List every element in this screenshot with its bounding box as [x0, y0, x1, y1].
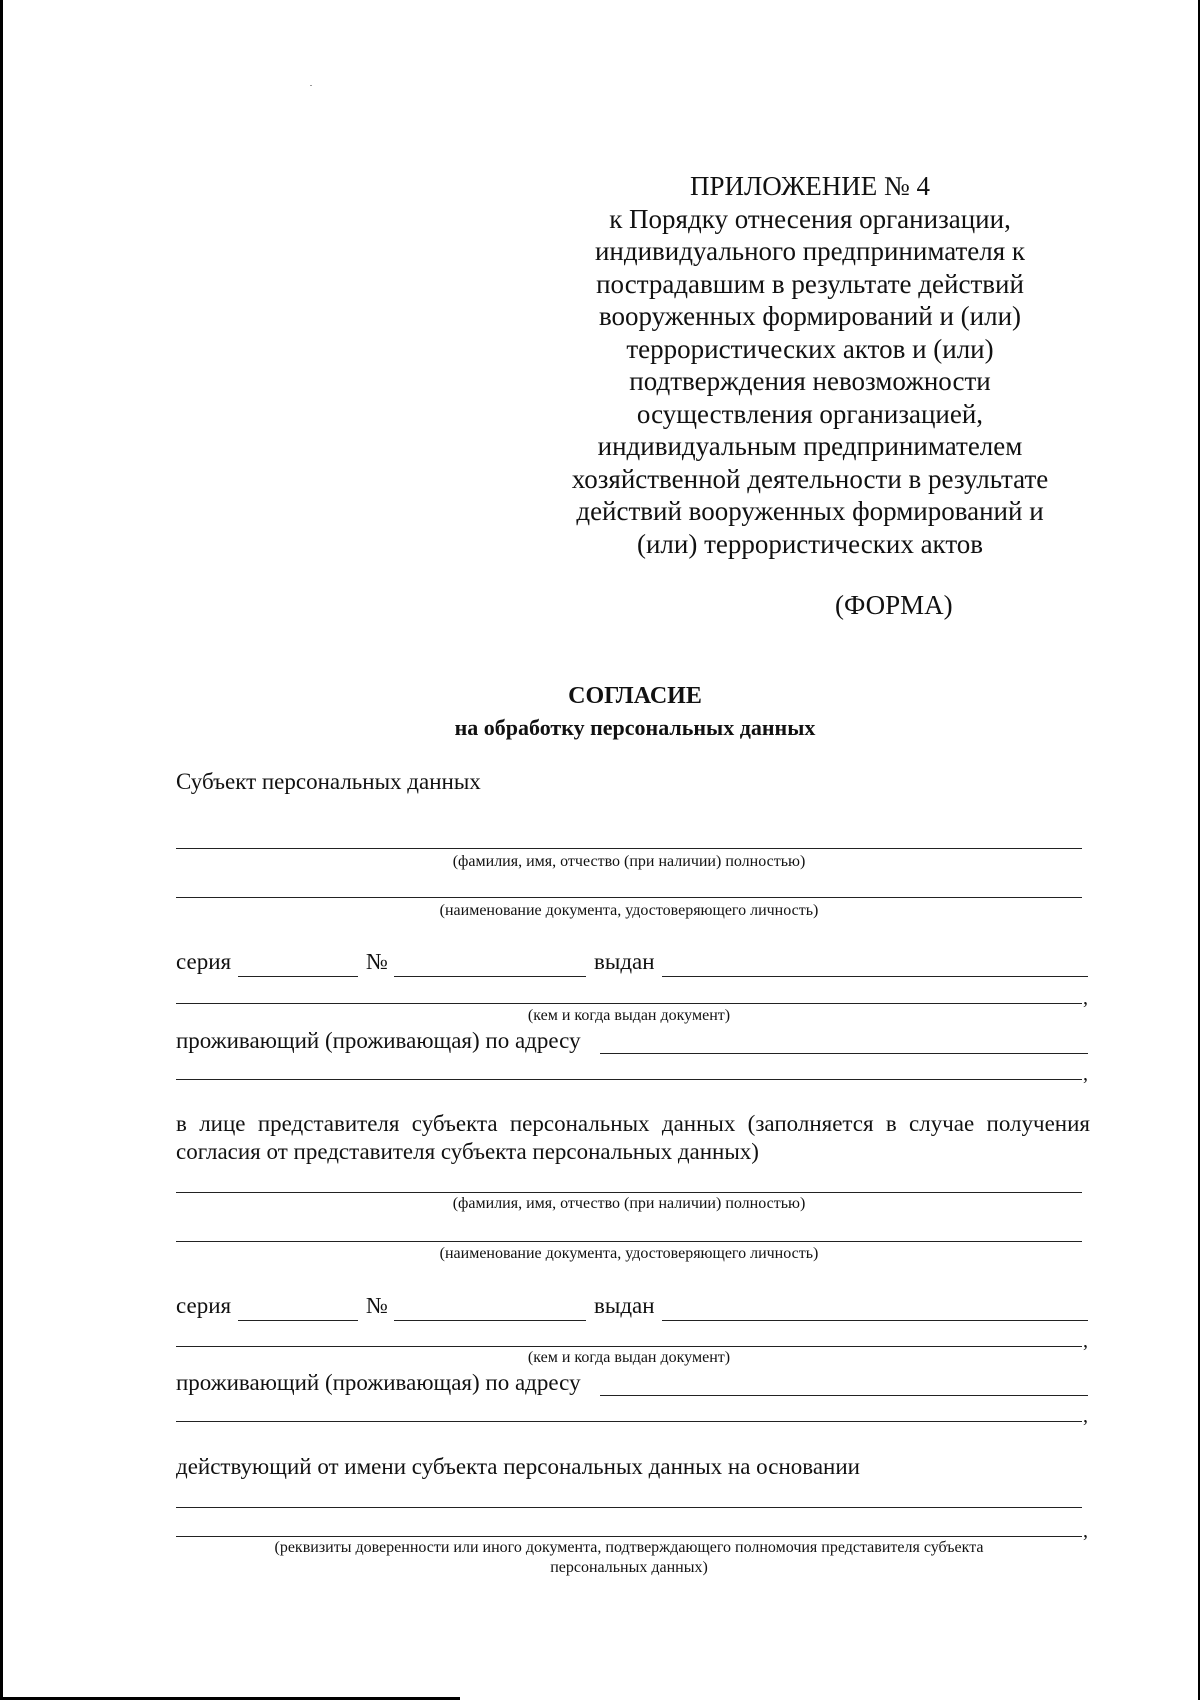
subject-address-field[interactable] [600, 1053, 1088, 1054]
subject-issued-caption: (кем и когда выдан документ) [527, 1007, 731, 1024]
representative-issued-caption: (кем и когда выдан документ) [527, 1349, 731, 1366]
form-label: (ФОРМА) [835, 590, 953, 620]
subject-issued-field[interactable] [662, 976, 1088, 977]
representative-series-label: серия [176, 1293, 232, 1318]
appendix-line: подтверждения невозможности [629, 366, 991, 396]
representative-issued-field-continued[interactable] [176, 1346, 1082, 1347]
appendix-line: индивидуального предпринимателя к [594, 236, 1026, 266]
representative-address-comma: , [1083, 1405, 1088, 1427]
representative-number-label: № [366, 1293, 388, 1318]
scan-speck [310, 85, 312, 86]
appendix-header [540, 170, 1080, 560]
representative-basis-field-continued[interactable] [176, 1536, 1082, 1537]
subject-issued-label: выдан [594, 949, 655, 974]
subject-issued-comma: , [1083, 987, 1088, 1009]
subject-fio-field[interactable] [176, 848, 1082, 849]
representative-document-caption: (наименование документа, удостоверяющего личность) [439, 1245, 819, 1262]
representative-document-field[interactable] [176, 1241, 1082, 1242]
representative-basis-caption-line1: (реквизиты доверенности или иного документа, подтверждающего полномочия представителя субъекта [274, 1539, 984, 1556]
representative-basis-label: действующий от имени субъекта персональных данных на основании [176, 1454, 860, 1479]
representative-issued-label: выдан [594, 1293, 655, 1318]
subject-document-caption: (наименование документа, удостоверяющего личность) [439, 902, 819, 919]
representative-basis-comma: , [1083, 1520, 1088, 1542]
subject-address-label: проживающий (проживающая) по адресу [176, 1028, 581, 1053]
scan-edge-left [0, 0, 3, 1700]
representative-address-field[interactable] [600, 1395, 1088, 1396]
subject-issued-field-continued[interactable] [176, 1003, 1082, 1004]
representative-series-field[interactable] [238, 1320, 358, 1321]
title-sub: на обработку персональных данных [454, 715, 816, 740]
representative-number-field[interactable] [394, 1320, 586, 1321]
subject-address-comma: , [1083, 1063, 1088, 1085]
subject-document-field[interactable] [176, 897, 1082, 898]
appendix-line: хозяйственной деятельности в результате [571, 463, 1049, 494]
appendix-line: действий вооруженных формирований и [576, 496, 1044, 526]
appendix-line: осуществления организацией, [636, 398, 984, 429]
appendix-line: пострадавшим в результате действий [596, 268, 1024, 299]
representative-issued-field[interactable] [662, 1320, 1088, 1321]
subject-heading: Субъект персональных данных [176, 769, 481, 794]
representative-fio-field[interactable] [176, 1192, 1082, 1193]
subject-series-label: серия [176, 949, 232, 974]
representative-issued-comma: , [1083, 1330, 1088, 1352]
representative-address-label: проживающий (проживающая) по адресу [176, 1370, 581, 1395]
representative-address-field-continued[interactable] [176, 1421, 1082, 1422]
appendix-line: террористических актов и (или) [626, 333, 994, 364]
title-main: СОГЛАСИЕ [568, 683, 702, 709]
subject-series-field[interactable] [238, 976, 358, 977]
appendix-line: индивидуальным предпринимателем [597, 431, 1023, 461]
document-title [0, 680, 1200, 743]
subject-address-field-continued[interactable] [176, 1079, 1082, 1080]
representative-basis-caption-line2: персональных данных) [550, 1559, 708, 1576]
appendix-line: к Порядку отнесения организации, [609, 203, 1011, 234]
representative-intro: в лице представителя субъекта персональных данных (заполняется в случае получения согласия от представителя субъекта персональных данных) [176, 1111, 1090, 1164]
appendix-line: ПРИЛОЖЕНИЕ № 4 [689, 171, 931, 201]
representative-basis-field[interactable] [176, 1507, 1082, 1508]
appendix-line: (или) террористических актов [636, 528, 984, 559]
subject-fio-caption: (фамилия, имя, отчество (при наличии) полностью) [452, 853, 806, 870]
subject-number-label: № [366, 949, 388, 974]
representative-fio-caption: (фамилия, имя, отчество (при наличии) полностью) [452, 1195, 806, 1212]
appendix-line: вооруженных формирований и (или) [598, 301, 1022, 331]
subject-number-field[interactable] [394, 976, 586, 977]
